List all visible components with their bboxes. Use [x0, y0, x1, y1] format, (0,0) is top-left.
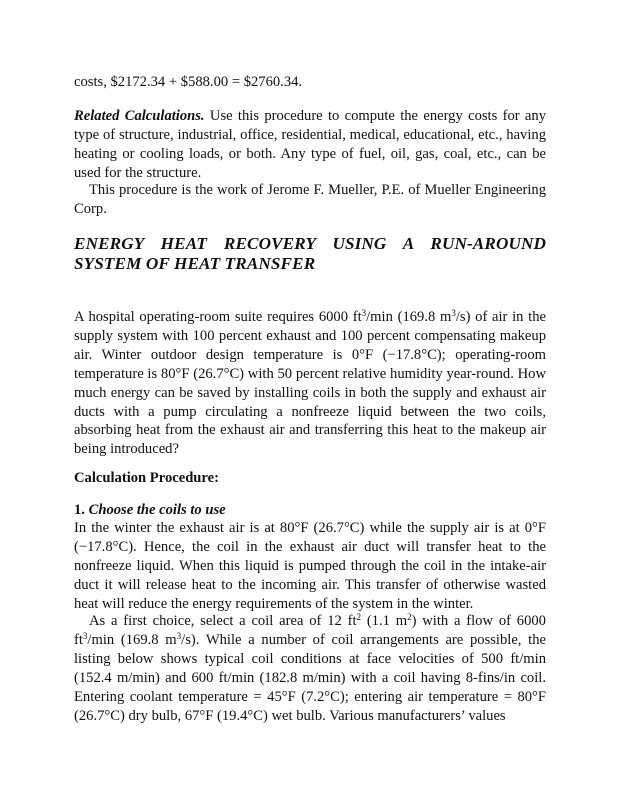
paragraph-step-1: In the winter the exhaust air is at 80°F (26.7°C) while the supply air is at 0°F (−17.8°C). Hence, the coil in the exhaust air duct will transfer heat to the nonfreeze liquid. When this liquid is pumped through the coil in the intake-air duct it will release heat to the incoming air. This transfer of otherwise wasted heat will reduce the energy requirements of the system in the winter. [74, 520, 546, 612]
problem-text-c: /s) of air in the supply system with 100 percent exhaust and 100 percent compensating makeup air. Winter outdoor design temperature is 0°F (−17.8°C); operating-room temperature is 80°F (26.7°C) with 50 percent relative humidity year-round. How much energy can be saved by installing coils in both the supply and exhaust air ducts with a pump circulating a nonfreeze liquid between the two coils, absorbing heat from the exhaust air and transferring this heat to the makeup air being introduced? [74, 309, 546, 458]
coil-text-d: /min (169.8 m [87, 631, 177, 648]
superscript-2: 2 [356, 612, 362, 622]
paragraph-cost-total: costs, $2172.34 + $588.00 = $2760.34. [74, 74, 303, 90]
coil-text-c: ) with a flow of 6000 ft [74, 613, 546, 648]
coil-text-e: /s). While a number of coil arrangements are possible, the listing below shows typical coil conditions at face velocities of 500 ft/min (152.4 m/min) and 600 ft/min (182.8 m/min) with a coil having 8-fins/in coil. Entering coolant temperature = 45°F (7.2°C); entering air temperature = 80°F (26.7°C) dry bulb, 67°F (19.4°C) wet bulb. Various manufacturers’ values [74, 631, 546, 724]
problem-text-b: /min (169.8 m [366, 309, 452, 325]
superscript-3: 3 [82, 630, 88, 641]
related-calculations-text: Use this procedure to compute the energy costs for any type of structure, industrial, office, residential, medical, educational, etc., having heating or cooling loads, or both. Any type of fuel, oil, gas, coal, etc., can be used for the structure. [74, 108, 546, 181]
section-heading-line-2: SYSTEM OF HEAT TRANSFER [74, 254, 316, 273]
problem-text-a: A hospital operating-room suite requires 6000 ft [74, 309, 362, 325]
paragraph-attribution: This procedure is the work of Jerome F. Mueller, P.E. of Mueller Engineering Corp. [74, 182, 546, 217]
coil-text-b: (1.1 m [361, 613, 408, 629]
coil-text-a: As a first choice, select a coil area of 12 ft [89, 613, 357, 629]
paragraph-related-calculations [74, 107, 546, 183]
calculation-procedure-heading: Calculation Procedure: [74, 470, 219, 486]
section-heading [74, 234, 546, 274]
superscript-3: 3 [451, 308, 456, 318]
section-heading-line-1: ENERGY HEAT RECOVERY USING A RUN-AROUND [74, 234, 546, 253]
superscript-3: 3 [176, 630, 182, 641]
related-calculations-lead: Related Calculations. [74, 108, 205, 124]
step-1-number: 1. [74, 502, 85, 518]
superscript-2: 2 [407, 612, 412, 622]
superscript-3: 3 [361, 308, 367, 318]
paragraph-coil-selection [74, 612, 546, 725]
step-1-heading [74, 501, 546, 520]
step-1-title: Choose the coils to use [88, 502, 226, 518]
paragraph-problem-statement [74, 308, 546, 459]
